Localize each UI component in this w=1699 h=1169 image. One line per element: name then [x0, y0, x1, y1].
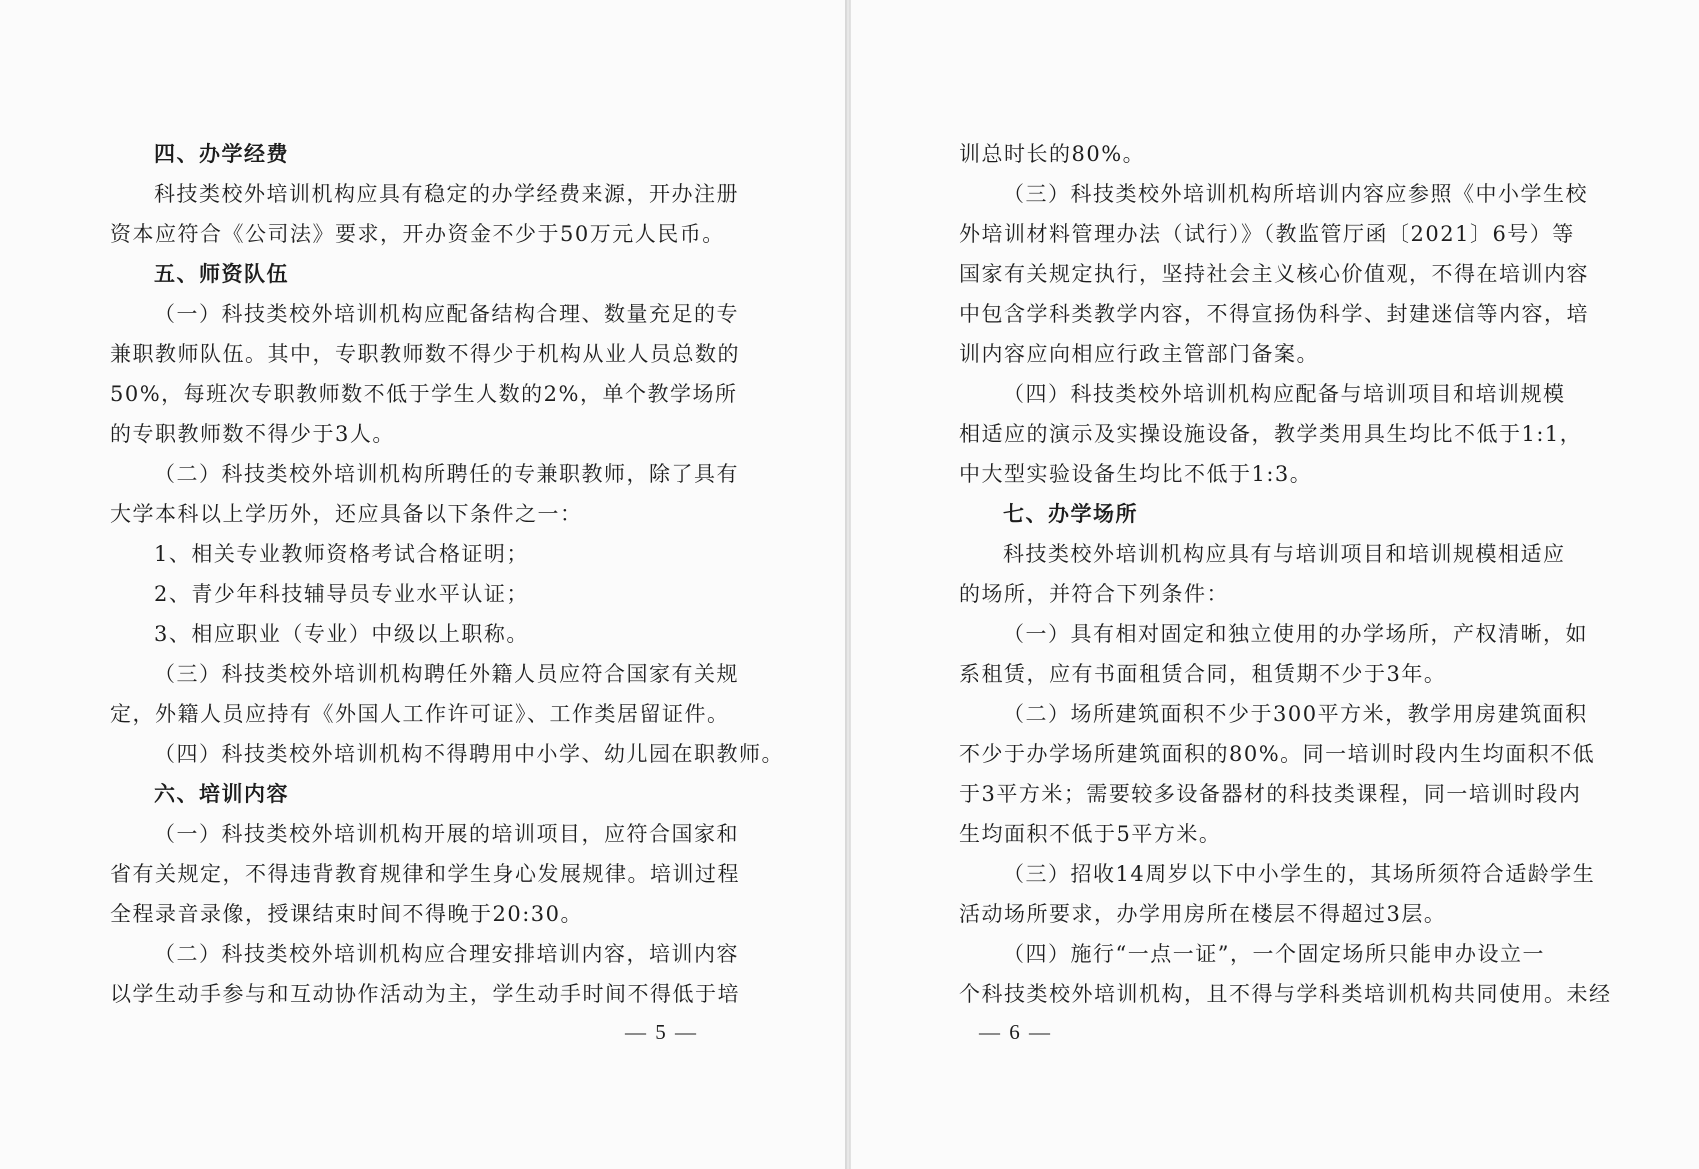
paragraph-line: 于3平方米；需要较多设备器材的科技类课程，同一培训时段内	[959, 782, 1582, 806]
paragraph-line: （一）科技类校外培训机构应配备结构合理、数量充足的专	[154, 302, 739, 326]
paragraph-line: （二）场所建筑面积不少于300平方米，教学用房建筑面积	[1003, 702, 1588, 726]
paragraph-line: 定，外籍人员应持有《外国人工作许可证》、工作类居留证件。	[110, 702, 730, 726]
section-heading-premises: 七、办学场所	[1003, 502, 1138, 526]
paragraph-line: 50%，每班次专职教师数不低于学生人数的2%，单个教学场所	[110, 382, 738, 406]
list-item: 3、相应职业（专业）中级以上职称。	[154, 622, 529, 646]
paragraph-line: 不少于办学场所建筑面积的80%。同一培训时段内生均面积不低	[959, 742, 1596, 766]
paragraph-line: 的场所，并符合下列条件：	[959, 582, 1229, 606]
paragraph-line: （一）科技类校外培训机构开展的培训项目，应符合国家和	[154, 822, 739, 846]
paragraph-line: 外培训材料管理办法（试行）》（教监管厅函〔2021〕6号）等	[959, 222, 1575, 246]
paragraph-line: 以学生动手参与和互动协作活动为主，学生动手时间不得低于培	[110, 982, 740, 1006]
page-number: — 6 —	[979, 1020, 1052, 1044]
paragraph-line: （三）招收14周岁以下中小学生的，其场所须符合适龄学生	[1003, 862, 1596, 886]
paragraph-line: 相适应的演示及实操设施设备，教学类用具生均比不低于1:1，	[959, 422, 1583, 446]
page-number: — 5 —	[625, 1020, 698, 1044]
paragraph-line: （二）科技类校外培训机构应合理安排培训内容，培训内容	[154, 942, 739, 966]
paragraph-line: 省有关规定，不得违背教育规律和学生身心发展规律。培训过程	[110, 862, 740, 886]
section-heading-training-content: 六、培训内容	[154, 782, 289, 806]
page-6	[850, 0, 1699, 1169]
page-5	[0, 0, 846, 1169]
paragraph-line: 活动场所要求，办学用房所在楼层不得超过3层。	[959, 902, 1447, 926]
paragraph-line: 的专职教师数不得少于3人。	[110, 422, 395, 446]
paragraph-line: 国家有关规定执行，坚持社会主义核心价值观，不得在培训内容	[959, 262, 1589, 286]
page-6-body	[959, 134, 1612, 1014]
paragraph-line: 个科技类校外培训机构，且不得与学科类培训机构共同使用。未经	[959, 982, 1612, 1006]
paragraph-line: （四）施行“一点一证”，一个固定场所只能申办设立一	[1003, 942, 1545, 966]
paragraph-line: 科技类校外培训机构应具有稳定的办学经费来源，开办注册	[154, 182, 739, 206]
list-item: 1、相关专业教师资格考试合格证明；	[154, 542, 529, 566]
paragraph-line: 大学本科以上学历外，还应具备以下条件之一：	[110, 502, 583, 526]
list-item: 2、青少年科技辅导员专业水平认证；	[154, 582, 529, 606]
paragraph-line: （三）科技类校外培训机构所培训内容应参照《中小学生校	[1003, 182, 1588, 206]
paragraph-line: 科技类校外培训机构应具有与培训项目和培训规模相适应	[1003, 542, 1566, 566]
paragraph-line: 生均面积不低于5平方米。	[959, 822, 1222, 846]
paragraph-line: 中包含学科类教学内容，不得宣扬伪科学、封建迷信等内容，培	[959, 302, 1589, 326]
section-heading-teachers: 五、师资队伍	[154, 262, 289, 286]
paragraph-line: 训内容应向相应行政主管部门备案。	[959, 342, 1319, 366]
paragraph-line: 全程录音录像，授课结束时间不得晚于20:30。	[110, 902, 584, 926]
paragraph-line: （四）科技类校外培训机构应配备与培训项目和培训规模	[1003, 382, 1566, 406]
page-5-body	[110, 134, 784, 1014]
paragraph-line: 中大型实验设备生均比不低于1:3。	[959, 462, 1313, 486]
paragraph-line: （四）科技类校外培训机构不得聘用中小学、幼儿园在职教师。	[154, 742, 784, 766]
paragraph-line: （二）科技类校外培训机构所聘任的专兼职教师，除了具有	[154, 462, 739, 486]
paragraph-line: 系租赁，应有书面租赁合同，租赁期不少于3年。	[959, 662, 1447, 686]
paragraph-line: 资本应符合《公司法》要求，开办资金不少于50万元人民币。	[110, 222, 725, 246]
paragraph-line: （一）具有相对固定和独立使用的办学场所，产权清晰，如	[1003, 622, 1588, 646]
paragraph-line: 训总时长的80%。	[959, 142, 1146, 166]
paragraph-line: 兼职教师队伍。其中，专职教师数不得少于机构从业人员总数的	[110, 342, 740, 366]
paragraph-line: （三）科技类校外培训机构聘任外籍人员应符合国家有关规	[154, 662, 739, 686]
section-heading-funding: 四、办学经费	[154, 142, 289, 166]
